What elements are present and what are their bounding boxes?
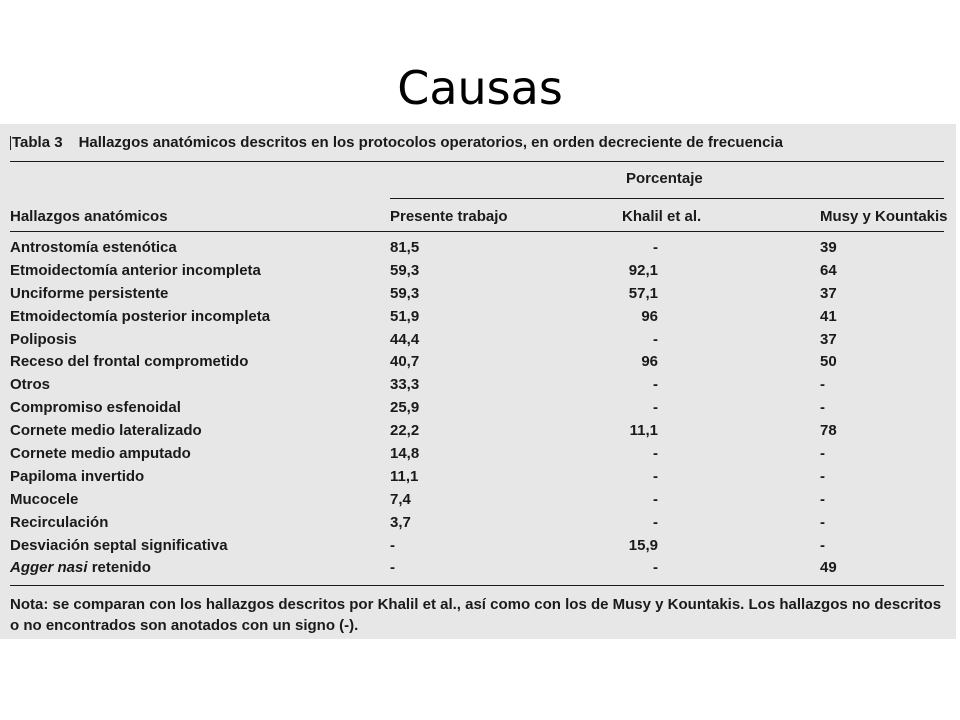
- col-header-musy: Musy y Kountakis: [820, 208, 948, 225]
- cell-musy: -: [820, 445, 825, 463]
- cell-finding: Compromiso esfenoidal: [10, 399, 181, 417]
- cell-khalil: -: [653, 239, 658, 256]
- slide-title: Causas: [397, 61, 563, 115]
- top-rule: [10, 161, 944, 162]
- cell-khalil: -: [653, 399, 658, 417]
- table-note: Nota: se comparan con los hallazgos descritos por Khalil et al., así como con los de Musy y Kountakis. Los hallazgos no descritos o no encontrados son anotados con un signo (-).: [10, 596, 942, 634]
- cell-present: 59,3: [390, 284, 420, 302]
- cell-finding: Desviación septal significativa: [10, 536, 228, 554]
- header-rule: [10, 231, 944, 232]
- table-row: [0, 260, 956, 283]
- cell-khalil: -: [653, 559, 658, 577]
- cell-musy: 49: [820, 559, 837, 577]
- table-row: [0, 283, 956, 306]
- cell-musy: -: [820, 490, 825, 508]
- table-row: [0, 306, 956, 329]
- cell-finding: Etmoidectomía posterior incompleta: [10, 307, 271, 325]
- cell-musy: -: [820, 536, 825, 554]
- cell-finding: Mucocele: [10, 490, 79, 508]
- table-row: [0, 557, 956, 580]
- cell-present: -: [390, 559, 395, 577]
- table-row: [0, 535, 956, 558]
- table-row: [0, 489, 956, 512]
- cell-khalil: -: [653, 467, 658, 485]
- cell-musy: 64: [820, 261, 837, 279]
- cell-khalil: 96: [641, 307, 658, 325]
- col-header-khalil: Khalil et al.: [622, 208, 702, 225]
- caption-text: Hallazgos anatómicos descritos en los protocolos operatorios, en orden decreciente de frecuencia: [78, 134, 783, 151]
- cell-present: 40,7: [390, 353, 420, 371]
- table-image: [0, 124, 956, 639]
- cell-present: 81,5: [390, 239, 420, 256]
- cell-finding: Otros: [10, 376, 51, 394]
- cell-finding: [10, 557, 151, 580]
- cell-finding: Receso del frontal comprometido: [10, 353, 249, 371]
- cell-finding: Recirculación: [10, 513, 109, 531]
- cell-musy: 39: [820, 239, 837, 256]
- bottom-rule: [10, 585, 944, 586]
- col-header-findings: Hallazgos anatómicos: [10, 208, 168, 225]
- table-row: [0, 420, 956, 443]
- cell-present: 44,4: [390, 330, 420, 348]
- table-row: [0, 443, 956, 466]
- cell-khalil: 11,1: [629, 422, 658, 440]
- cell-present: 7,4: [390, 490, 411, 508]
- caption-label: Tabla 3: [12, 134, 63, 151]
- cell-finding-rest: retenido: [87, 559, 151, 577]
- col-header-present: Presente trabajo: [390, 208, 508, 225]
- group-rule: [390, 198, 944, 199]
- cell-present: 33,3: [390, 376, 420, 394]
- cell-musy: 50: [820, 353, 837, 371]
- table-row: [0, 351, 956, 374]
- cell-present: 11,1: [390, 467, 419, 485]
- cell-finding: Unciforme persistente: [10, 284, 169, 302]
- cell-present: 25,9: [390, 399, 420, 417]
- cell-finding: Poliposis: [10, 330, 77, 348]
- cell-finding: Cornete medio amputado: [10, 445, 191, 463]
- cell-khalil: -: [653, 445, 658, 463]
- table-caption: [12, 134, 783, 151]
- cell-khalil: -: [653, 490, 658, 508]
- cell-present: 59,3: [390, 261, 420, 279]
- cell-khalil: 15,9: [628, 536, 658, 554]
- cell-finding: Antrostomía estenótica: [10, 239, 177, 256]
- cell-musy: 41: [820, 307, 837, 325]
- table-row: [0, 329, 956, 352]
- cell-present: 3,7: [390, 513, 411, 531]
- cell-finding: Papiloma invertido: [10, 467, 145, 485]
- cell-khalil: 92,1: [628, 261, 658, 279]
- table-row: [0, 397, 956, 420]
- cell-khalil: 96: [641, 353, 658, 371]
- cell-present: 14,8: [390, 445, 420, 463]
- group-header: Porcentaje: [626, 170, 703, 187]
- cell-present: -: [390, 536, 395, 554]
- caption-left-mark: [10, 136, 11, 150]
- cell-musy: -: [820, 399, 825, 417]
- cell-musy: -: [820, 467, 825, 485]
- table-row: [0, 512, 956, 535]
- table-body: [0, 237, 956, 580]
- cell-khalil: -: [653, 376, 658, 394]
- cell-khalil: 57,1: [628, 284, 658, 302]
- cell-khalil: -: [653, 330, 658, 348]
- table-row: [0, 466, 956, 489]
- cell-finding: Cornete medio lateralizado: [10, 422, 202, 440]
- cell-khalil: -: [653, 513, 658, 531]
- cell-present: 51,9: [390, 307, 420, 325]
- cell-finding-italic: Agger nasi: [10, 559, 88, 577]
- cell-finding: Etmoidectomía anterior incompleta: [10, 261, 261, 279]
- cell-musy: -: [820, 513, 825, 531]
- cell-musy: 78: [820, 422, 837, 440]
- table-row: [0, 237, 956, 260]
- table-row: [0, 374, 956, 397]
- cell-musy: -: [820, 376, 825, 394]
- cell-musy: 37: [820, 330, 837, 348]
- cell-musy: 37: [820, 284, 837, 302]
- cell-present: 22,2: [390, 422, 420, 440]
